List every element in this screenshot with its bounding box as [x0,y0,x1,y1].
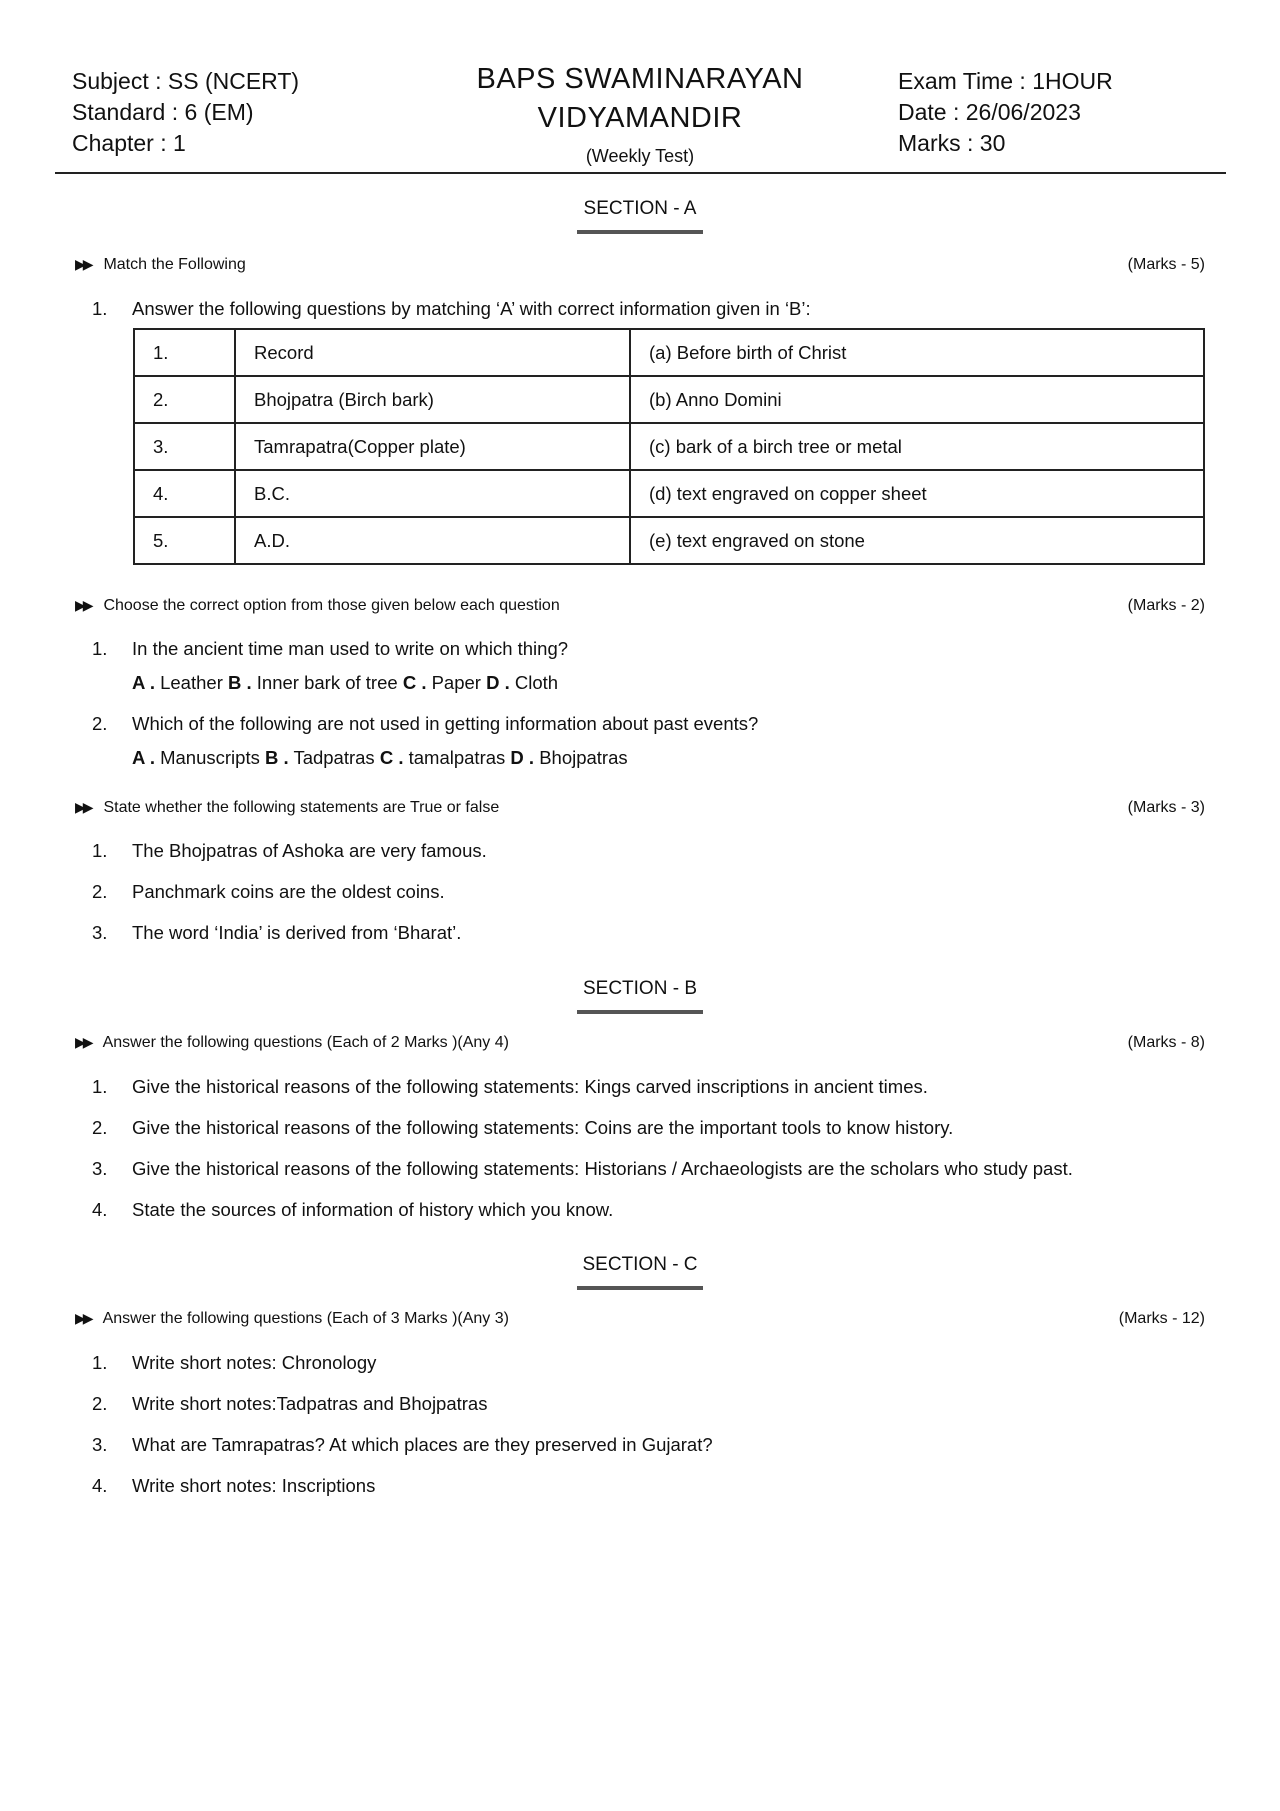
mcq-instruction-row [75,597,1205,621]
list-item [92,1475,375,1497]
section-c-instruction: Answer the following questions (Each of 3 Marks )(Any 3) [102,1310,509,1327]
table-cell-b: (e) text engraved on stone [630,517,1204,564]
option-letter: A . [132,672,155,693]
section-b-title: SECTION - B [582,978,697,999]
item-number: 2. [92,881,108,902]
list-item [92,840,487,862]
table-cell-num: 1. [134,329,235,376]
item-text: Give the historical reasons of the following statements: Historians / Archaeologists are the scholars who study past. [132,1158,1073,1179]
item-number: 3. [92,1158,108,1179]
header-left-info [72,66,299,159]
option-letter: B . [264,747,289,768]
school-name-line2: VIDYAMANDIR [537,102,743,134]
option-letter: B . [228,672,252,693]
standard-line: Standard : 6 (EM) [72,99,254,125]
section-c-heading [540,1254,740,1290]
table-row [134,517,1204,564]
item-text: The word ‘India’ is derived from ‘Bharat’. [132,922,462,943]
match-question [92,298,811,320]
item-number: 1. [92,638,108,659]
item-text: Write short notes:Tadpatras and Bhojpatras [132,1393,488,1414]
table-cell-a: B.C. [235,470,630,517]
mcq-options [132,672,558,694]
table-cell-a: Tamrapatra(Copper plate) [235,423,630,470]
match-table [133,328,1205,565]
section-c-underline [577,1286,703,1290]
item-text: Write short notes: Inscriptions [132,1475,376,1496]
option-text: Manuscripts [160,747,260,768]
double-arrow-icon: ▶▶ [75,597,91,613]
mcq-question [92,638,568,660]
list-item [92,1117,953,1139]
double-arrow-icon: ▶▶ [75,256,91,272]
table-row [134,423,1204,470]
section-a-heading [540,198,740,234]
mcq-instruction: Choose the correct option from those given below each question [103,597,560,614]
option-text: tamalpatras [408,747,506,768]
section-b-heading [540,978,740,1014]
table-cell-b: (b) Anno Domini [630,376,1204,423]
option-text: Leather [160,672,223,693]
section-c-marks: (Marks - 12) [1118,1310,1205,1327]
option-text: Inner bark of tree [256,672,398,693]
option-text: Bhojpatras [539,747,628,768]
item-text: The Bhojpatras of Ashoka are very famous. [132,840,487,861]
table-row [134,329,1204,376]
item-text: State the sources of information of history which you know. [132,1199,614,1220]
option-text: Tadpatras [293,747,375,768]
table-row [134,376,1204,423]
exam-time-line: Exam Time : 1HOUR [898,68,1113,94]
mcq-question-text: In the ancient time man used to write on which thing? [132,638,569,659]
school-title-block [440,60,840,167]
item-number: 1. [92,840,108,861]
list-item [92,1076,928,1098]
list-item [92,1352,376,1374]
option-letter: D . [510,747,535,768]
section-b-instruction: Answer the following questions (Each of 2 Marks )(Any 4) [102,1034,509,1051]
section-b-underline [577,1010,703,1014]
list-item [92,1199,613,1221]
item-text: Give the historical reasons of the following statements: Kings carved inscriptions in ancient times. [132,1076,928,1097]
item-number: 1. [92,1076,108,1097]
tf-instruction-row [75,799,1205,823]
section-c-instruction-row [75,1310,1205,1334]
table-cell-b: (d) text engraved on copper sheet [630,470,1204,517]
table-cell-num: 2. [134,376,235,423]
match-question-text: Answer the following questions by matching ‘A’ with correct information given in ‘B’: [132,298,811,319]
list-item [92,881,445,903]
list-item [92,1434,713,1456]
double-arrow-icon: ▶▶ [75,1034,91,1050]
option-text: Paper [431,672,481,693]
tf-instruction: State whether the following statements are True or false [103,799,500,816]
table-cell-b: (a) Before birth of Christ [630,329,1204,376]
test-type: (Weekly Test) [585,146,695,166]
match-marks: (Marks - 5) [1127,256,1205,273]
double-arrow-icon: ▶▶ [75,1310,91,1326]
option-letter: D . [486,672,510,693]
double-arrow-icon: ▶▶ [75,799,91,815]
item-number: 4. [92,1199,108,1220]
list-item [92,1393,487,1415]
option-letter: A . [132,747,155,768]
table-cell-num: 5. [134,517,235,564]
mcq-question-text: Which of the following are not used in getting information about past events? [132,713,759,734]
section-b-instruction-row [75,1034,1205,1058]
table-cell-a: A.D. [235,517,630,564]
marks-line: Marks : 30 [898,130,1006,156]
option-letter: C . [379,747,404,768]
table-cell-num: 3. [134,423,235,470]
table-row [134,470,1204,517]
item-number: 3. [92,1434,108,1455]
item-number: 2. [92,1117,108,1138]
mcq-question [92,713,758,735]
date-line: Date : 26/06/2023 [898,99,1081,125]
list-item [92,922,461,944]
header-divider [55,172,1226,174]
mcq-options [132,747,628,769]
mcq-marks: (Marks - 2) [1127,597,1205,614]
subject-line: Subject : SS (NCERT) [72,68,300,94]
section-a-underline [577,230,703,234]
table-cell-a: Bhojpatra (Birch bark) [235,376,630,423]
item-number: 1. [92,1352,108,1373]
match-instruction-row [75,256,1205,280]
item-text: Give the historical reasons of the following statements: Coins are the important tools to know history. [132,1117,954,1138]
list-item [92,1158,1073,1180]
item-number: 2. [92,713,108,734]
item-text: Write short notes: Chronology [132,1352,377,1373]
item-number: 4. [92,1475,108,1496]
section-c-title: SECTION - C [582,1254,698,1275]
table-cell-num: 4. [134,470,235,517]
section-b-marks: (Marks - 8) [1127,1034,1205,1051]
item-number: 1. [92,298,108,319]
section-a-title: SECTION - A [583,198,697,219]
item-text: Panchmark coins are the oldest coins. [132,881,445,902]
item-text: What are Tamrapatras? At which places are they preserved in Gujarat? [132,1434,713,1455]
option-letter: C . [402,672,427,693]
item-number: 2. [92,1393,108,1414]
tf-marks: (Marks - 3) [1127,799,1205,816]
header-right-info [898,66,1113,159]
match-instruction: Match the Following [103,256,246,273]
school-name-line1: BAPS SWAMINARAYAN [476,63,804,95]
chapter-line: Chapter : 1 [72,130,186,156]
table-cell-b: (c) bark of a birch tree or metal [630,423,1204,470]
item-number: 3. [92,922,108,943]
table-cell-a: Record [235,329,630,376]
option-text: Cloth [514,672,559,693]
